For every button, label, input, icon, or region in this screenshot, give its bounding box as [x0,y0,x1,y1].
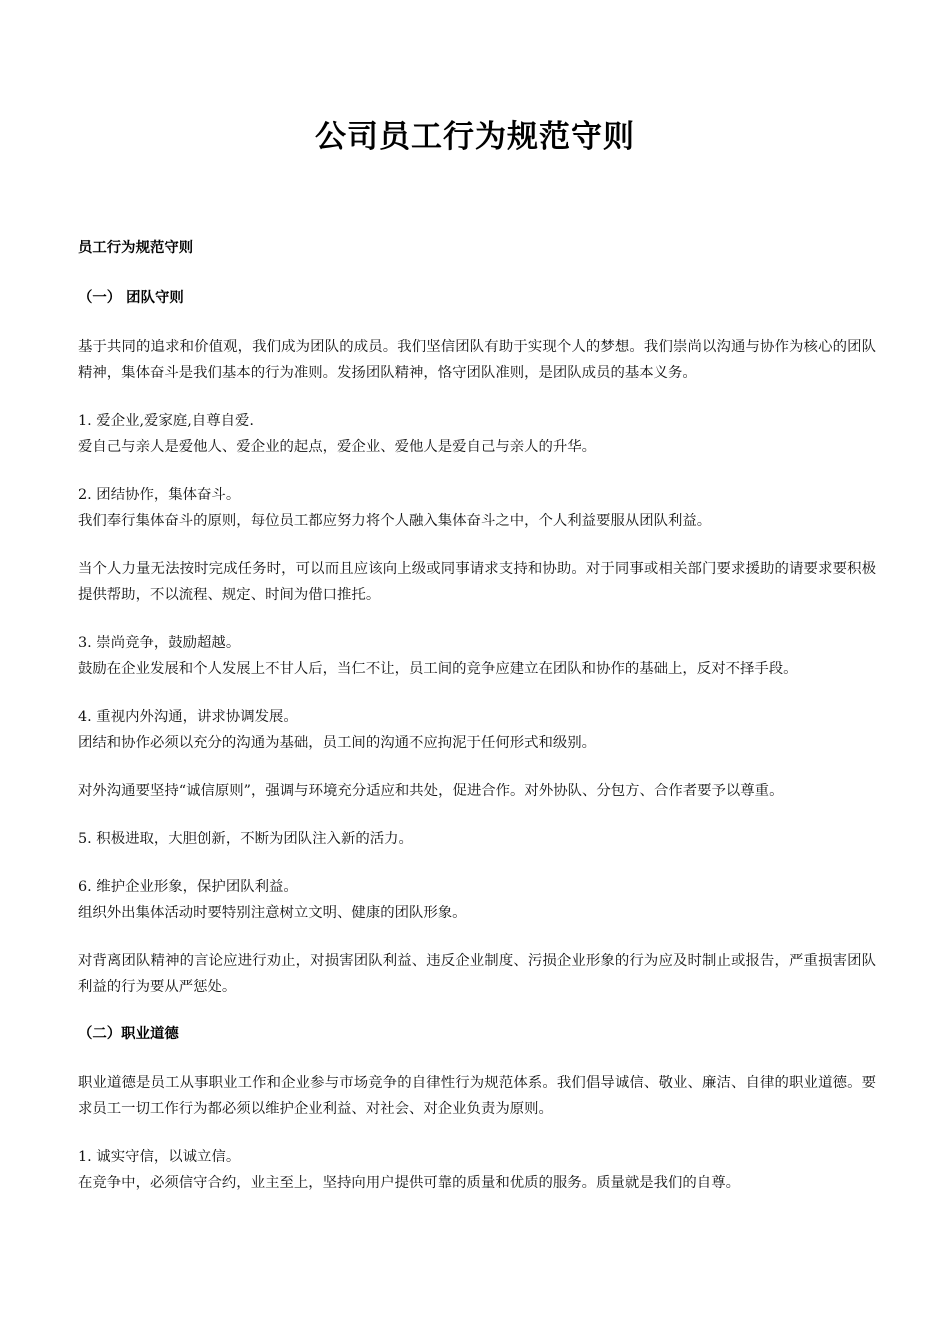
section1-item6-paragraph: 对背离团队精神的言论应进行劝止，对损害团队利益、违反企业制度、污损企业形象的行为应及时制止或报告，严重损害团队利益的行为要从严惩处。 [78,953,876,995]
section1-item6-title: 6. 维护企业形象，保护团队利益。 [78,879,298,895]
section1-item2-paragraph: 当个人力量无法按时完成任务时，可以而且应该向上级或同事请求支持和协助。对于同事或相关部门要求援助的请要求要积极提供帮助，不以流程、规定、时间为借口推托。 [78,561,876,603]
section1-item4-paragraph: 对外沟通要坚持“诚信原则”，强调与环境充分适应和共处，促进合作。对外协队、分包方、合作者要予以尊重。 [78,783,784,799]
section1-intro: 基于共同的追求和价值观，我们成为团队的成员。我们坚信团队有助于实现个人的梦想。我们崇尚以沟通与协作为核心的团队精神，集体奋斗是我们基本的行为准则。发扬团队精神，恪守团队准则，是团队成员的基本义务。 [78,339,876,381]
section2-item1-paragraph: 在竞争中，必须信守合约，业主至上，坚持向用户提供可靠的质量和优质的服务。质量就是我们的自尊。 [78,1175,740,1191]
section1-item5-title: 5. 积极进取，大胆创新，不断为团队注入新的活力。 [78,831,413,847]
document-body [78,234,876,1196]
section1-item3-title: 3. 崇尚竞争，鼓励超越。 [78,635,241,651]
section2-item1-title: 1. 诚实守信，以诚立信。 [78,1149,241,1165]
section2-intro: 职业道德是员工从事职业工作和企业参与市场竞争的自律性行为规范体系。我们倡导诚信、敬业、廉洁、自律的职业道德。要求员工一切工作行为都必须以维护企业利益、对社会、对企业负责为原则。 [78,1075,876,1117]
section1-item3-paragraph: 鼓励在企业发展和个人发展上不甘人后，当仁不让，员工间的竞争应建立在团队和协作的基础上，反对不择手段。 [78,661,798,677]
section1-item6-paragraph: 组织外出集体活动时要特别注意树立文明、健康的团队形象。 [78,905,467,921]
section2-heading: （二）职业道德 [78,1026,179,1042]
section1-item1-paragraph: 爱自己与亲人是爱他人、爱企业的起点，爱企业、爱他人是爱自己与亲人的升华。 [78,439,597,455]
section1-item2-title: 2. 团结协作，集体奋斗。 [78,487,241,503]
section1-item2-paragraph: 我们奉行集体奋斗的原则，每位员工都应努力将个人融入集体奋斗之中，个人利益要服从团队利益。 [78,513,712,529]
section1-heading: （一） 团队守则 [78,290,184,306]
document-title: 公司员工行为规范守则 [315,119,635,155]
section1-item4-paragraph: 团结和协作必须以充分的沟通为基础，员工间的沟通不应拘泥于任何形式和级别。 [78,735,597,751]
document-subtitle: 员工行为规范守则 [78,240,194,256]
section1-item1-title: 1. 爱企业,爱家庭,自尊自爱. [78,413,254,429]
section1-item4-title: 4. 重视内外沟通，讲求协调发展。 [78,709,298,725]
